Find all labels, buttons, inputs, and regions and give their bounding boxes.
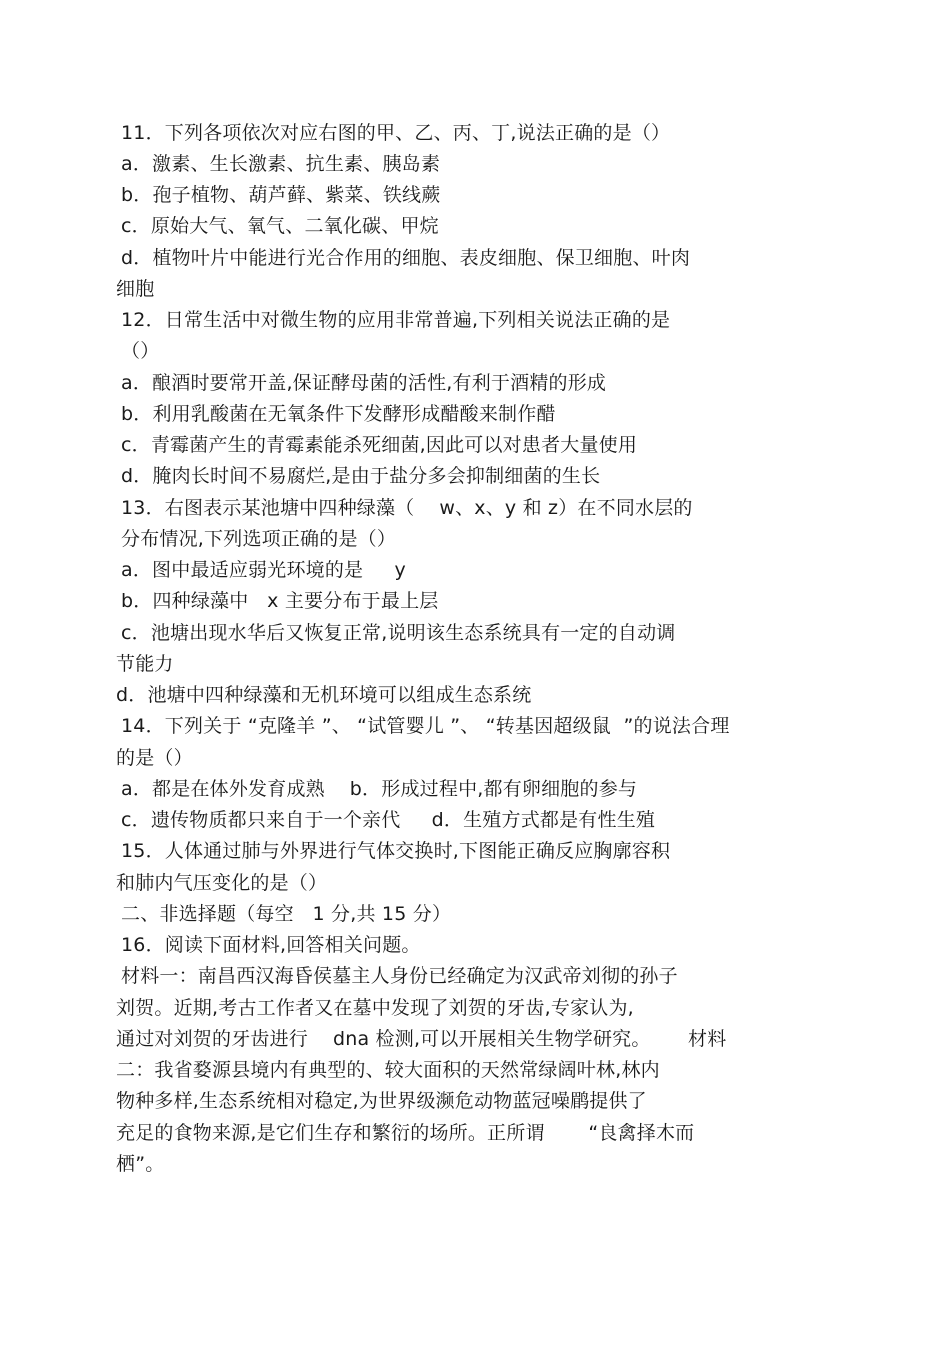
text-line-16: b．四种绿藻中 x 主要分布于最上层 bbox=[121, 590, 439, 612]
text-line-20: 14．下列关于 “克隆羊 ”、 “试管婴儿 ”、 “转基因超级鼠 ”的说法合理 bbox=[121, 715, 730, 737]
text-line-21: 的是（） bbox=[116, 747, 193, 769]
text-line-33: 充足的食物来源,是它们生存和繁衍的场所。正所谓 “良禽择木而 bbox=[116, 1122, 695, 1144]
text-line-26: 二、非选择题（每空 1 分,共 15 分） bbox=[121, 903, 452, 925]
text-line-5: d．植物叶片中能进行光合作用的细胞、表皮细胞、保卫细胞、叶肉 bbox=[121, 247, 691, 269]
text-line-29: 刘贺。近期,考古工作者又在墓中发现了刘贺的牙齿,专家认为, bbox=[116, 997, 634, 1019]
text-line-2: a．激素、生长激素、抗生素、胰岛素 bbox=[121, 153, 441, 175]
text-line-13: 13．右图表示某池塘中四种绿藻（ w、x、y 和 z）在不同水层的 bbox=[121, 497, 693, 519]
text-line-6: 细胞 bbox=[116, 278, 155, 300]
text-line-30: 通过对刘贺的牙齿进行 dna 检测,可以开展相关生物学研究。 材料 bbox=[116, 1028, 727, 1050]
text-line-4: c．原始大气、氧气、二氧化碳、甲烷 bbox=[121, 215, 439, 237]
text-line-18: 节能力 bbox=[116, 653, 174, 675]
text-line-10: b．利用乳酸菌在无氧条件下发酵形成醋酸来制作醋 bbox=[121, 403, 556, 425]
text-line-27: 16．阅读下面材料,回答相关问题。 bbox=[121, 934, 421, 956]
text-line-14: 分布情况,下列选项正确的是（） bbox=[121, 528, 397, 550]
text-line-24: 15．人体通过肺与外界进行气体交换时,下图能正确反应胸廓容积 bbox=[121, 840, 671, 862]
text-line-11: c．青霉菌产生的青霉素能杀死细菌,因此可以对患者大量使用 bbox=[121, 434, 638, 456]
text-line-17: c．池塘出现水华后又恢复正常,说明该生态系统具有一定的自动调 bbox=[121, 622, 676, 644]
text-line-9: a．酿酒时要常开盖,保证酵母菌的活性,有利于酒精的形成 bbox=[121, 372, 607, 394]
text-line-32: 物种多样,生态系统相对稳定,为世界级濒危动物蓝冠噪鹛提供了 bbox=[116, 1090, 647, 1112]
text-line-3: b．孢子植物、葫芦藓、紫菜、铁线蕨 bbox=[121, 184, 441, 206]
text-line-31: 二：我省婺源县境内有典型的、较大面积的天然常绿阔叶林,林内 bbox=[116, 1059, 660, 1081]
text-line-7: 12．日常生活中对微生物的应用非常普遍,下列相关说法正确的是 bbox=[121, 309, 671, 331]
text-line-19: d．池塘中四种绿藻和无机环境可以组成生态系统 bbox=[116, 684, 532, 706]
text-line-12: d．腌肉长时间不易腐烂,是由于盐分多会抑制细菌的生长 bbox=[121, 465, 601, 487]
text-line-22: a．都是在体外发育成熟 b．形成过程中,都有卵细胞的参与 bbox=[121, 778, 638, 800]
text-line-34: 栖”。 bbox=[116, 1153, 165, 1175]
text-line-1: 11．下列各项依次对应右图的甲、乙、丙、丁,说法正确的是（） bbox=[121, 122, 671, 144]
text-line-15: a．图中最适应弱光环境的是 y bbox=[121, 559, 406, 581]
text-line-25: 和肺内气压变化的是（） bbox=[116, 872, 328, 894]
text-line-28: 材料一：南昌西汉海昏侯墓主人身份已经确定为汉武帝刘彻的孙子 bbox=[121, 965, 678, 987]
text-line-8: （） bbox=[121, 340, 160, 362]
text-line-23: c．遗传物质都只来自于一个亲代 d．生殖方式都是有性生殖 bbox=[121, 809, 656, 831]
